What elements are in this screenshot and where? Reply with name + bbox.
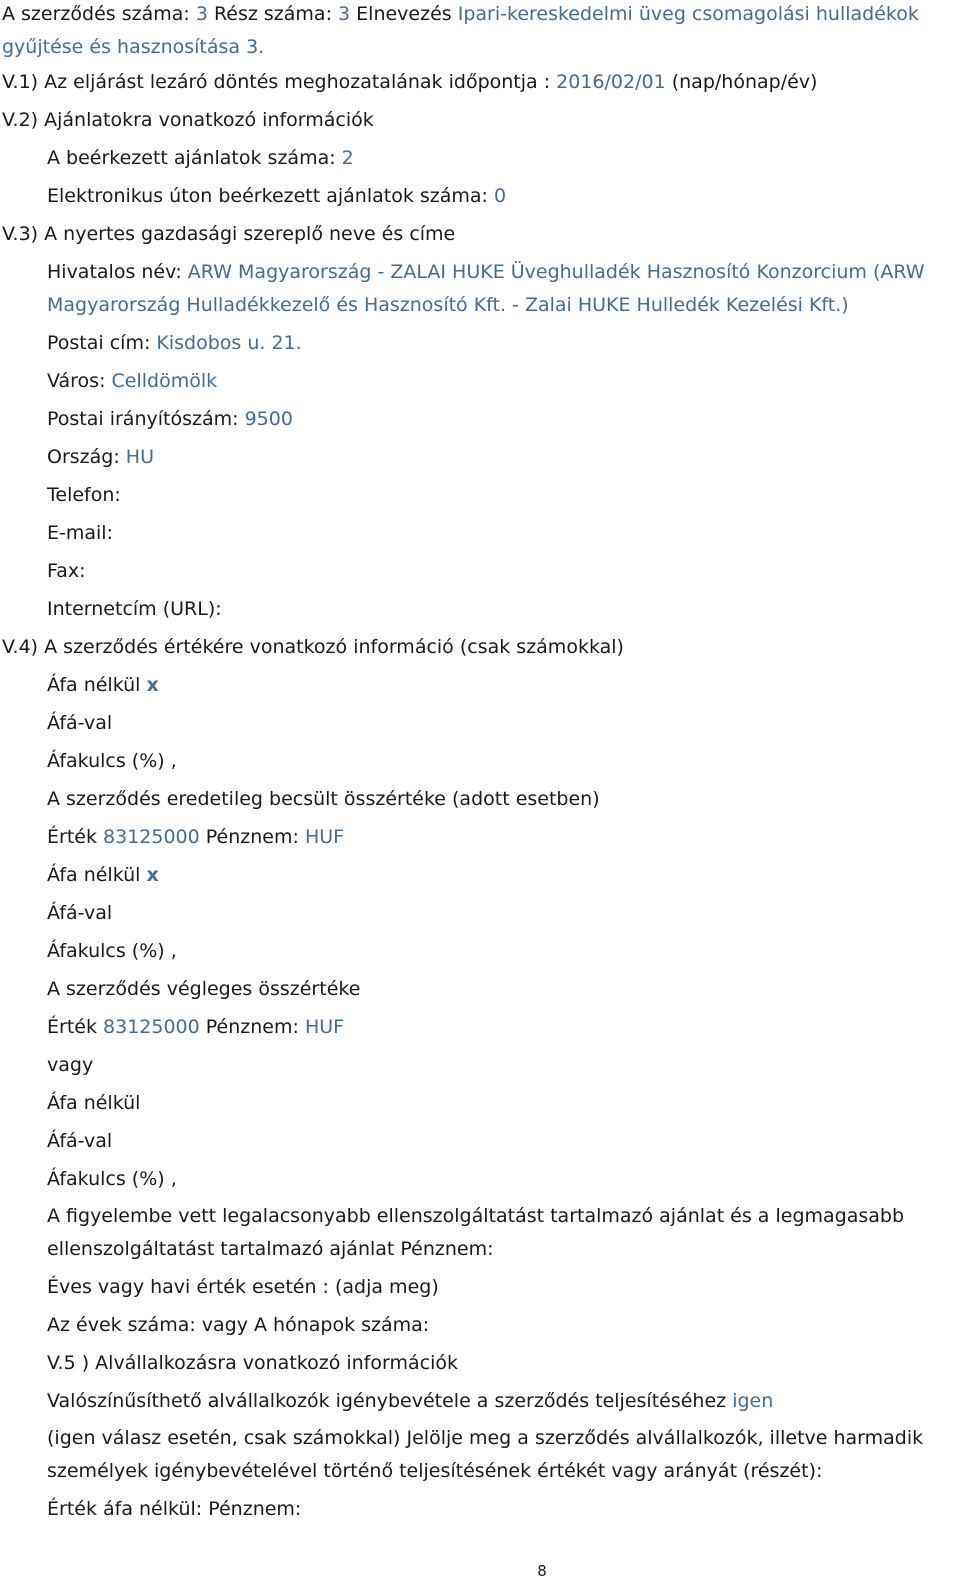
section-v3-title: V.3) A nyertes gazdasági szereplő neve és címe — [2, 223, 456, 245]
with-vat-line-3: Áfá-val — [47, 1130, 113, 1152]
estimated-value-line: Érték 83125000 Pénznem: HUF — [47, 826, 345, 848]
electronic-offers-count: 0 — [494, 185, 507, 207]
years-months-line: Az évek száma: vagy A hónapok száma: — [47, 1314, 430, 1336]
offers-count-line: A beérkezett ajánlatok száma: 2 — [47, 147, 354, 169]
email-line: E-mail: — [47, 522, 113, 544]
with-vat-line-1: Áfá-val — [47, 712, 113, 734]
lowest-highest-offer: A figyelembe vett legalacsonyabb ellenszolgáltatást tartalmazó ajánlat és a legmagasabb ellenszolgáltatást tartalmazó ajánlat Pénznem: — [47, 1205, 905, 1260]
no-vat-line-2: Áfa nélkül x — [47, 864, 159, 886]
url-line: Internetcím (URL): — [47, 598, 222, 620]
annual-monthly-line: Éves vagy havi érték esetén : (adja meg) — [47, 1276, 439, 1298]
final-value: 83125000 — [103, 1016, 200, 1038]
contract-title: Ipari-kereskedelmi üveg csomagolási hulladékok gyűjtése és hasznosítása 3. — [2, 3, 919, 58]
with-vat-line-2: Áfá-val — [47, 902, 113, 924]
decision-date-line: V.1) Az eljárást lezáró döntés meghozatalának időpontja : 2016/02/01 (nap/hónap/év) — [2, 71, 818, 93]
estimated-total-title: A szerződés eredetileg becsült összértéke (adott esetben) — [47, 788, 600, 810]
no-vat-line-1: Áfa nélkül x — [47, 674, 159, 696]
estimated-value: 83125000 — [103, 826, 200, 848]
city: Celldömölk — [111, 370, 218, 392]
country-line: Ország: HU — [47, 446, 154, 468]
vat-rate-line-1: Áfakulcs (%) , — [47, 750, 177, 772]
no-vat-mark-1: x — [146, 674, 159, 696]
city-line: Város: Celldömölk — [47, 370, 218, 392]
or-line: vagy — [47, 1054, 94, 1076]
contract-number: 3 — [195, 3, 208, 25]
subcontracting-likely-line: Valószínűsíthető alvállalkozók igénybevétele a szerződés teljesítéséhez igen — [47, 1390, 774, 1412]
electronic-offers-line: Elektronikus úton beérkezett ajánlatok száma: 0 — [47, 185, 507, 207]
phone-line: Telefon: — [47, 484, 121, 506]
final-currency: HUF — [304, 1016, 345, 1038]
section-v2-title: V.2) Ajánlatokra vonatkozó információk — [2, 109, 374, 131]
part-number: 3 — [338, 3, 351, 25]
final-value-line: Érték 83125000 Pénznem: HUF — [47, 1016, 345, 1038]
contract-header: A szerződés száma: 3 Rész száma: 3 Elnevezés Ipari-kereskedelmi üveg csomagolási hulladékok gyűjtése és hasznosítása 3. — [2, 3, 919, 58]
no-vat-line-3: Áfa nélkül — [47, 1092, 141, 1114]
subcontracting-instruction: (igen válasz esetén, csak számokkal) Jelölje meg a szerződés alvállalkozók, illetve harmadik személyek igénybevételével történő teljesítésének értékét vagy arányát (részét): — [47, 1427, 924, 1482]
section-v5-title: V.5 ) Alvállalkozásra vonatkozó információk — [47, 1352, 458, 1374]
postal-address: Kisdobos u. 21. — [156, 332, 302, 354]
estimated-currency: HUF — [304, 826, 345, 848]
no-vat-mark-2: x — [146, 864, 159, 886]
offers-count: 2 — [341, 147, 354, 169]
official-name-line: Hivatalos név: ARW Magyarország - ZALAI HUKE Üveghulladék Hasznosító Konzorcium (ARW Magyarország Hulladékkezelő és Hasznosító Kft. - Zalai HUKE Hulledék Kezelési Kft.) — [47, 261, 925, 316]
decision-date: 2016/02/01 — [556, 71, 666, 93]
official-name: ARW Magyarország - ZALAI HUKE Üveghulladék Hasznosító Konzorcium (ARW Magyarország Hulladékkezelő és Hasznosító Kft. - Zalai HUKE Hulledék Kezelési Kft.) — [47, 261, 925, 316]
country: HU — [125, 446, 154, 468]
final-total-title: A szerződés végleges összértéke — [47, 978, 361, 1000]
zip-code: 9500 — [244, 408, 293, 430]
postal-address-line: Postai cím: Kisdobos u. 21. — [47, 332, 302, 354]
subcontracting-value-line: Érték áfa nélkül: Pénznem: — [47, 1498, 302, 1520]
fax-line: Fax: — [47, 560, 86, 582]
vat-rate-line-3: Áfakulcs (%) , — [47, 1168, 177, 1190]
vat-rate-line-2: Áfakulcs (%) , — [47, 940, 177, 962]
subcontracting-likely-value: igen — [732, 1390, 774, 1412]
page-number: 8 — [537, 1562, 547, 1580]
zip-line: Postai irányítószám: 9500 — [47, 408, 293, 430]
section-v4-title: V.4) A szerződés értékére vonatkozó információ (csak számokkal) — [2, 636, 624, 658]
